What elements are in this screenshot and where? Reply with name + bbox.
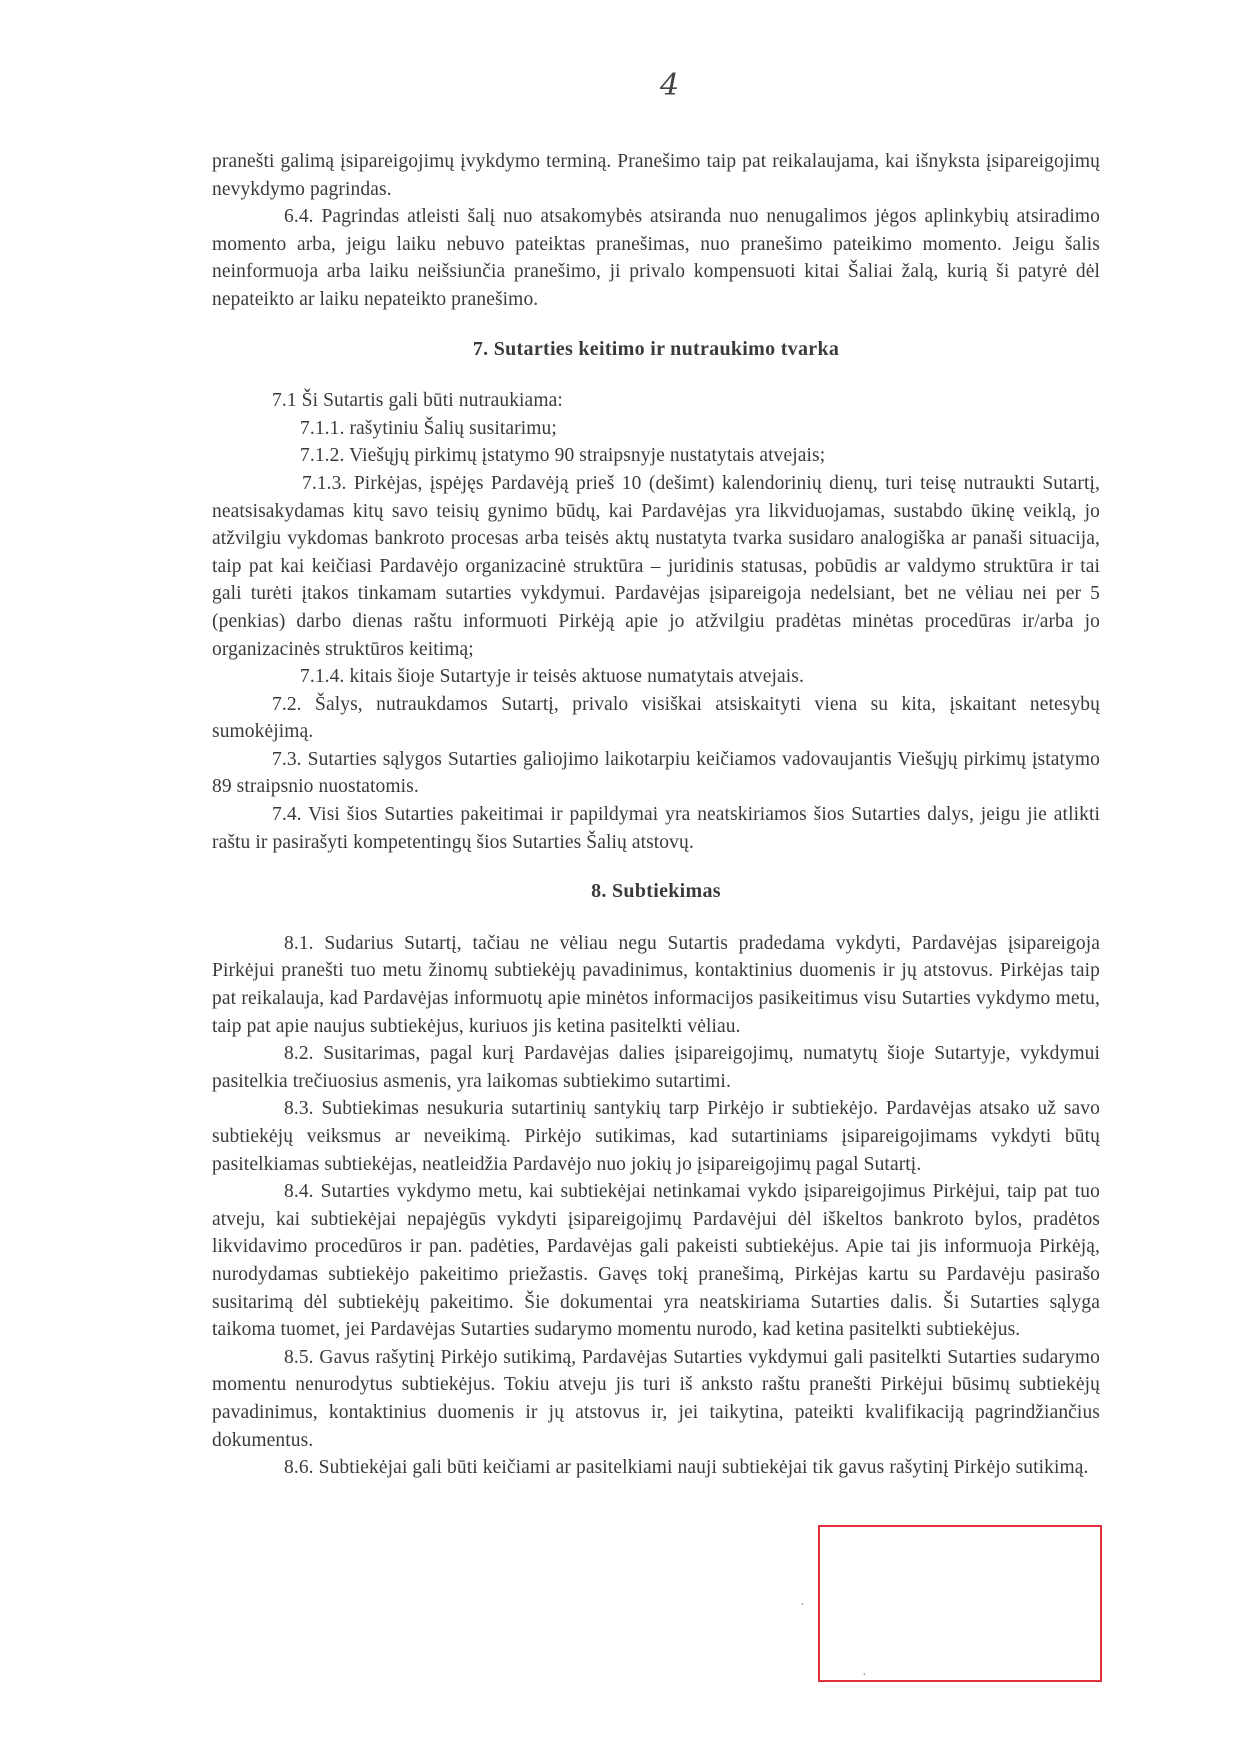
paragraph-8-2: 8.2. Susitarimas, pagal kurį Pardavėjas dalies įsipareigojimų, numatytų šioje Sutartyje, vykdymui pasitelkia trečiuosius asmenis, yra laikomas subtiekimo sutartimi. <box>212 1043 1100 1092</box>
redaction-box <box>818 1525 1102 1682</box>
paragraph-7-1-1: 7.1.1. rašytiniu Šalių susitarimu; <box>300 417 557 439</box>
paragraph-7-1: 7.1 Ši Sutartis gali būti nutraukiama: <box>272 390 563 412</box>
paragraph-7-1-4: 7.1.4. kitais šioje Sutartyje ir teisės aktuose numatytais atvejais. <box>300 666 804 688</box>
document-body <box>212 148 1100 1482</box>
scan-speck: · <box>800 1598 805 1613</box>
paragraph-7-1-2: 7.1.2. Viešųjų pirkimų įstatymo 90 straipsnyje nustatytais atvejais; <box>300 445 826 467</box>
paragraph-7-4: 7.4. Visi šios Sutarties pakeitimai ir papildymai yra neatskiriamos šios Sutarties dalys, jeigu jie atlikti raštu ir pasirašyti kompetentingų šios Sutarties Šalių atstovų. <box>212 804 1100 853</box>
section-heading-7: 7. Sutarties keitimo ir nutraukimo tvarka <box>472 337 840 360</box>
paragraph-8-1: 8.1. Sudarius Sutartį, tačiau ne vėliau negu Sutartis pradedama vykdyti, Pardavėjas įsipareigoja Pirkėjui pranešti tuo metu žinomų subtiekėjų pavadinimus, kontaktinius duomenis ir jų atstovus. Pirkėjas taip pat reikalauja, kad Pardavėjas informuotų apie minėtos informacijos pasikeitimus visu Sutarties vykdymo metu, taip pat apie naujus subtiekėjus, kuriuos jis ketina pasitelkti vėliau. <box>212 932 1100 1037</box>
paragraph-8-5: 8.5. Gavus rašytinį Pirkėjo sutikimą, Pardavėjas Sutarties vykdymui gali pasitelkti Sutarties sudarymo momentu nenurodytus subtiekėjus. Tokiu atveju jis turi iš anksto raštu pranešti Pirkėjui būsimų subtiekėjų pavadinimus, kontaktinius duomenis ir jų atstovus ir, jei taikytina, pateikti kvalifikaciją pagrindžiančius dokumentus. <box>212 1346 1100 1451</box>
paragraph-7-2: 7.2. Šalys, nutraukdamos Sutartį, privalo visiškai atsiskaityti viena su kita, įskaitant netesybų sumokėjimą. <box>212 693 1100 743</box>
paragraph-7-1-3: 7.1.3. Pirkėjas, įspėjęs Pardavėją prieš 10 (dešimt) kalendorinių dienų, turi teisę nutraukti Sutartį, neatsisakydamas kitų savo teisių gynimo būdų, kai Pardavėjas yra likviduojamas, sustabdo ūkinę veiklą, jo atžvilgiu vykdomas bankroto procesas arba teisės aktų nustatyta tvarka susidaro analogiška ar panaši situacija, taip pat kai keičiasi Pardavėjo organizacinė struktūra – juridinis statusas, pobūdis ar valdymo struktūra ir tai gali turėti įtakos tinkamam sutarties vykdymui. Pardavėjas įsipareigoja nedelsiant, bet ne vėliau nei per 5 (penkias) darbo dienas raštu informuoti Pirkėją apie jo atžvilgiu pradėtas minėtas procedūras ir/arba jo organizacinės struktūros keitimą; <box>212 472 1100 660</box>
paragraph-8-4: 8.4. Sutarties vykdymo metu, kai subtiekėjai netinkamai vykdo įsipareigojimus Pirkėjui, taip pat tuo atveju, kai subtiekėjai nepajėgūs vykdyti įsipareigojimų Pardavėjui dėl iškeltos bankroto bylos, pradėtos likvidavimo procedūros ir pan. padėties, Pardavėjas gali pakeisti subtiekėjus. Apie tai jis informuoja Pirkėją, nurodydamas subtiekėjo pakeitimo priežastis. Gavęs tokį pranešimą, Pirkėjas kartu su Pardavėju pasirašo susitarimą dėl subtiekėjų pakeitimo. Šie dokumentai yra neatskiriama Sutarties dalis. Ši Sutarties sąlyga taikoma tuomet, jei Pardavėjas Sutarties sudarymo momentu nurodo, kad ketina pasitelkti subtiekėjus. <box>212 1181 1100 1341</box>
paragraph-6-4: 6.4. Pagrindas atleisti šalį nuo atsakomybės atsiranda nuo nenugalimos jėgos aplinkybių atsiradimo momento arba, jeigu laiku nebuvo pateiktas pranešimas, nuo pranešimo pateikimo momento. Jeigu šalis neinformuoja arba laiku neišsiunčia pranešimo, ji privalo kompensuoti kitai Šaliai žalą, kurią ši patyrė dėl nepateikto ar laiku nepateikto pranešimo. <box>212 206 1100 310</box>
paragraph-7-3: 7.3. Sutarties sąlygos Sutarties galiojimo laikotarpiu keičiamos vadovaujantis Viešųjų pirkimų įstatymo 89 straipsnio nuostatomis. <box>212 748 1100 798</box>
page-number: 4 <box>660 68 680 103</box>
scan-speck: · <box>862 1668 867 1683</box>
paragraph-continuation: pranešti galimą įsipareigojimų įvykdymo terminą. Pranešimo taip pat reikalaujama, kai išnyksta įsipareigojimų nevykdymo pagrindas. <box>212 151 1100 200</box>
paragraph-8-6: 8.6. Subtiekėjai gali būti keičiami ar pasitelkiami nauji subtiekėjai tik gavus rašytinį Pirkėjo sutikimą. <box>284 1457 1089 1479</box>
section-heading-8: 8. Subtiekimas <box>591 880 721 903</box>
paragraph-8-3: 8.3. Subtiekimas nesukuria sutartinių santykių tarp Pirkėjo ir subtiekėjo. Pardavėjas atsako už savo subtiekėjų veiksmus ar neveikimą. Pirkėjo sutikimas, kad sutartiniams įsipareigojimams vykdyti būtų pasitelkiamas subtiekėjas, neatleidžia Pardavėjo nuo jokių jo įsipareigojimų pagal Sutartį. <box>212 1098 1100 1175</box>
